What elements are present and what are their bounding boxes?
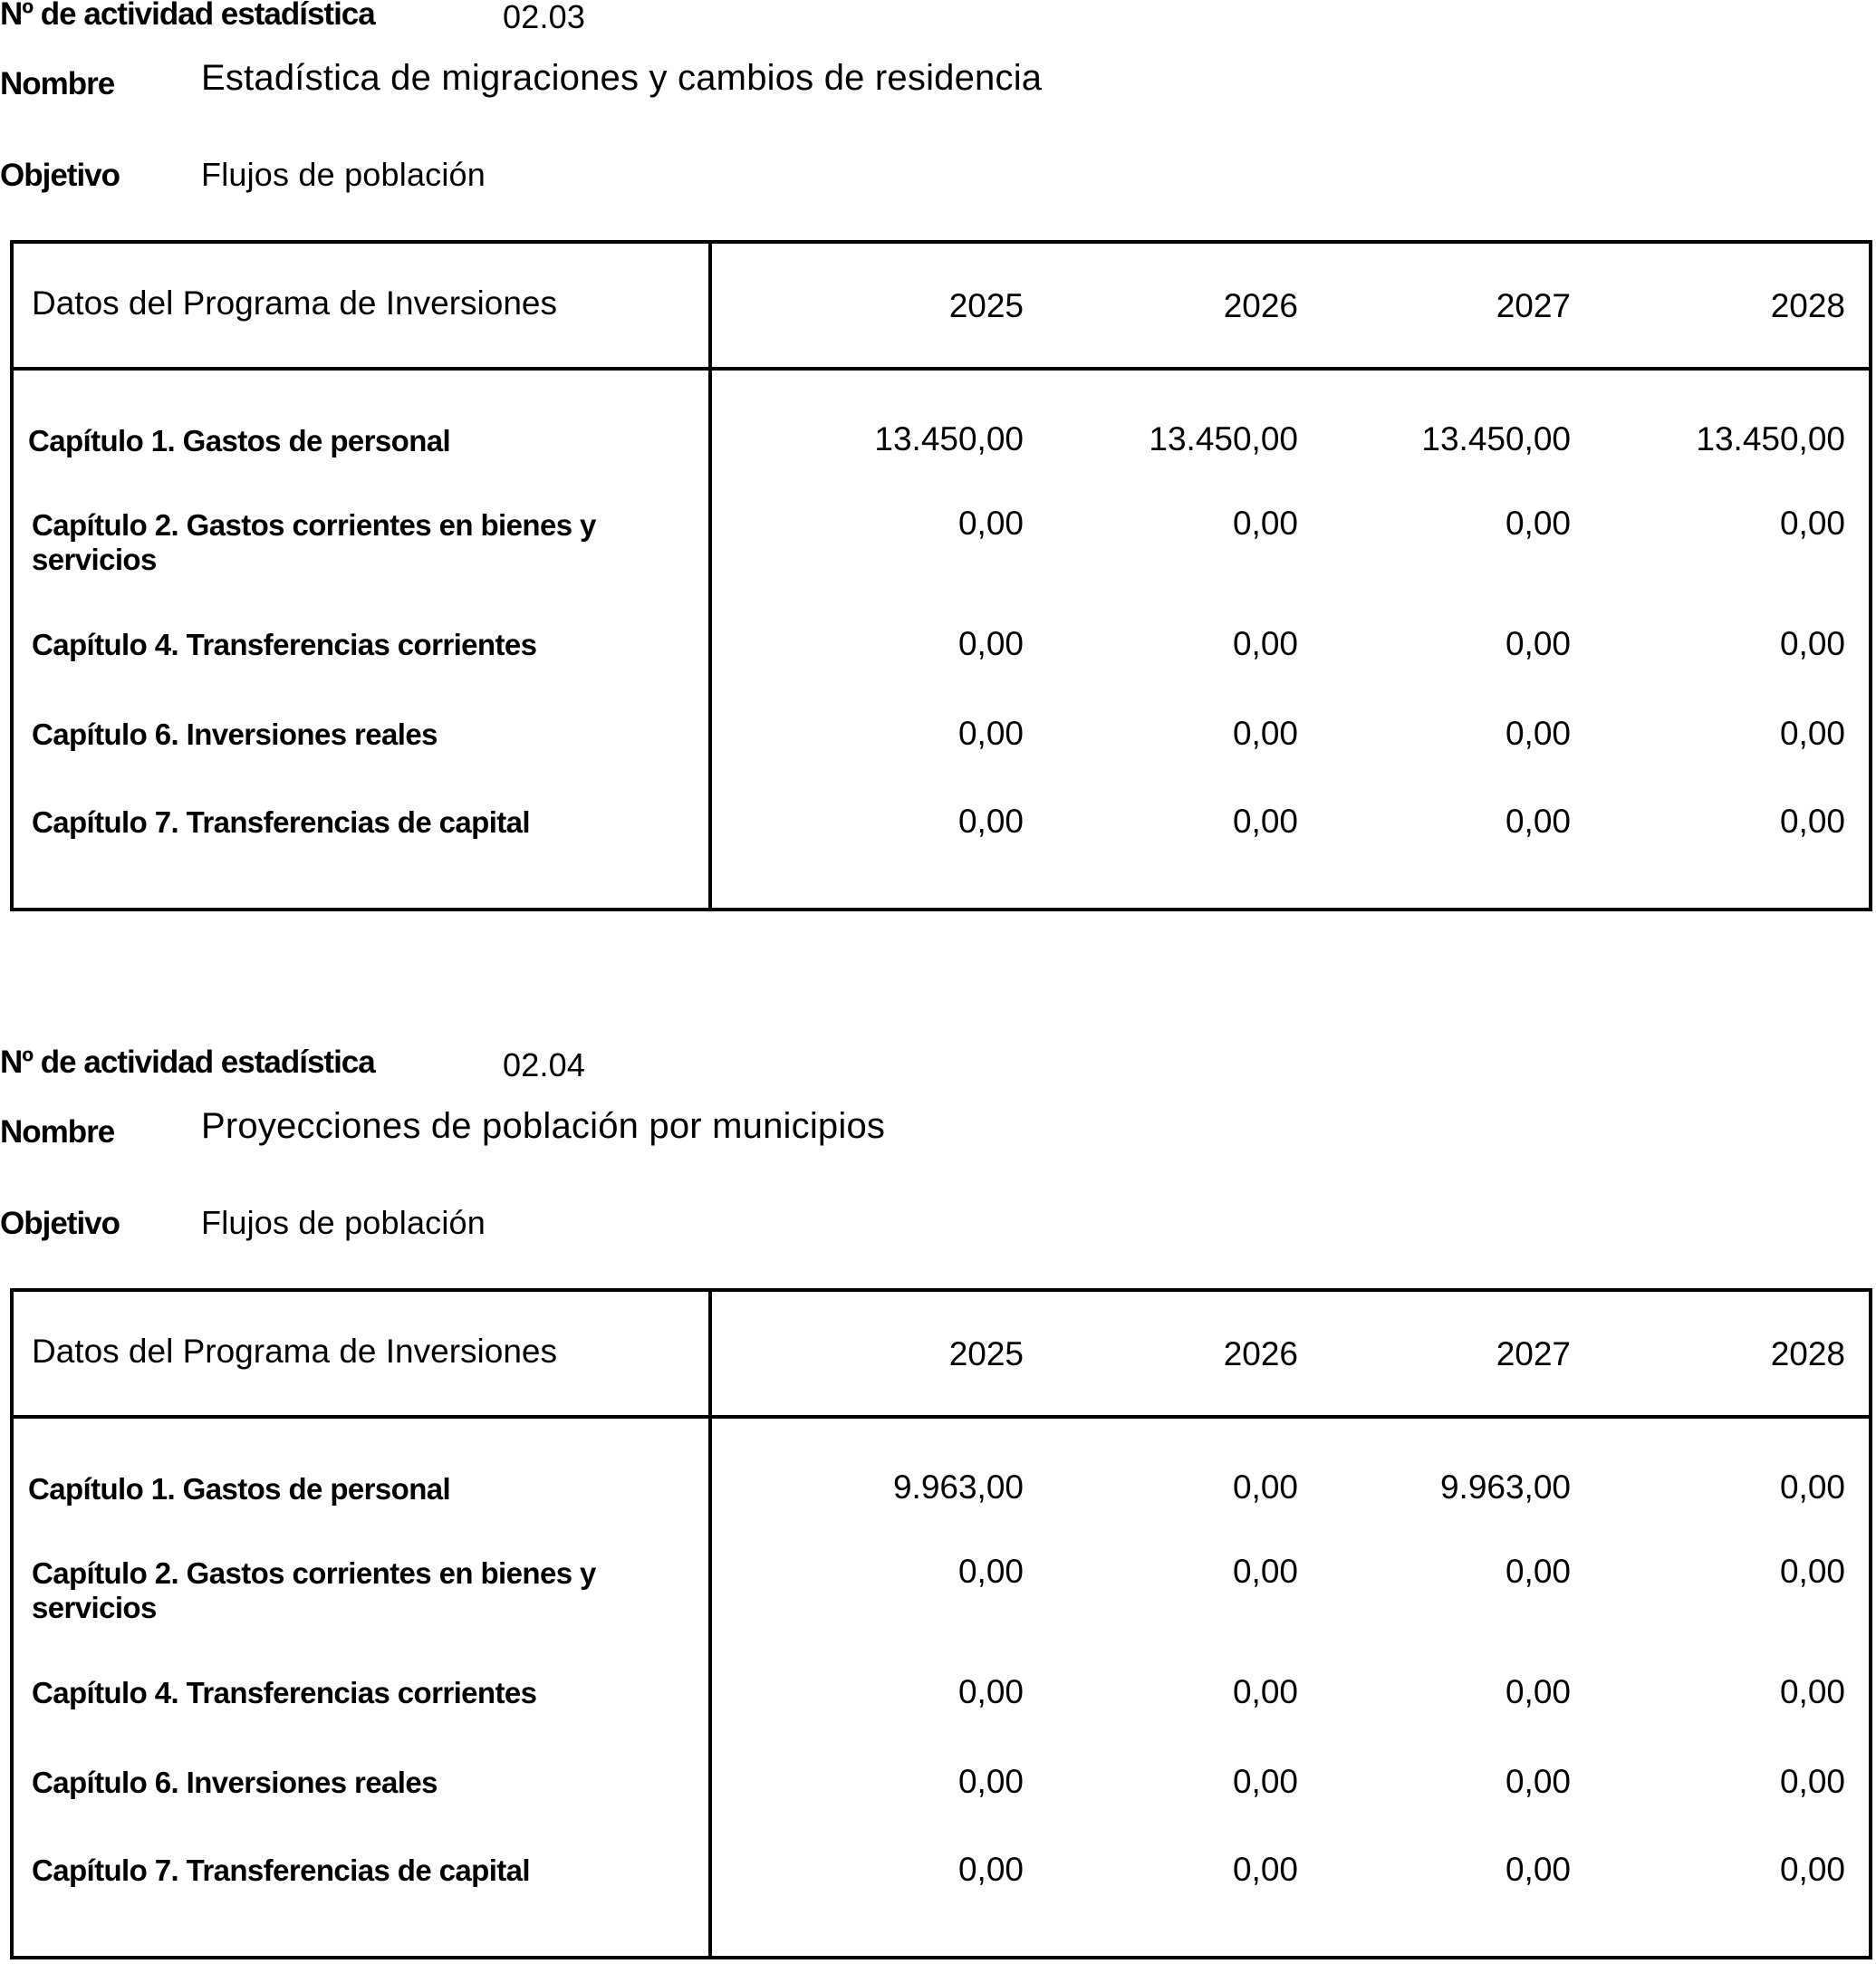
table-column-divider: [708, 1292, 712, 1956]
row-label-line: servicios: [32, 1591, 157, 1624]
investment-table: [10, 240, 1872, 911]
table-cell: 0,00: [957, 1763, 1024, 1800]
table-header-divider: [14, 1415, 1869, 1419]
table-cell: 0,00: [1779, 1553, 1845, 1590]
table-title: Datos del Programa de Inversiones: [32, 284, 557, 322]
table-cell: 0,00: [957, 1553, 1024, 1590]
table-cell: 0,00: [1779, 715, 1845, 752]
year-header: 2028: [1770, 287, 1845, 324]
year-header: 2025: [948, 1335, 1024, 1372]
table-cell: 0,00: [1779, 1673, 1845, 1710]
row-label-chapter-7: Capítulo 7. Transferencias de capital: [32, 805, 530, 839]
table-cell: 0,00: [1505, 1763, 1571, 1800]
row-label-chapter-2: [32, 508, 596, 577]
table-cell: 0,00: [957, 803, 1024, 840]
year-header: 2027: [1496, 287, 1571, 324]
activity-number-label: Nº de actividad estadística: [0, 0, 375, 32]
activity-number-value: 02.03: [503, 0, 586, 35]
table-cell: 0,00: [1232, 715, 1298, 752]
row-label-line: servicios: [32, 543, 157, 576]
row-label-chapter-4: Capítulo 4. Transferencias corrientes: [32, 1676, 537, 1709]
table-cell: 0,00: [1505, 1553, 1571, 1590]
table-cell: 9.963,00: [892, 1468, 1024, 1506]
row-label-chapter-1: Capítulo 1. Gastos de personal: [28, 1472, 451, 1506]
name-label: Nombre: [0, 66, 115, 101]
table-cell: 0,00: [957, 1673, 1024, 1710]
row-label-chapter-7: Capítulo 7. Transferencias de capital: [32, 1853, 530, 1887]
table-cell: 13.450,00: [1421, 420, 1571, 457]
table-cell: 0,00: [957, 1851, 1024, 1888]
table-cell: 0,00: [1779, 1763, 1845, 1800]
table-cell: 0,00: [1779, 505, 1845, 542]
year-header: 2026: [1223, 287, 1298, 324]
table-cell: 0,00: [1232, 1673, 1298, 1710]
table-cell: 0,00: [1505, 1851, 1571, 1888]
row-label-chapter-6: Capítulo 6. Inversiones reales: [32, 1766, 438, 1799]
table-cell: 13.450,00: [1696, 420, 1845, 457]
row-label-chapter-2: [32, 1556, 596, 1625]
objective-value: Flujos de población: [201, 156, 486, 193]
table-cell: 0,00: [1779, 625, 1845, 662]
table-cell: 0,00: [1505, 715, 1571, 752]
activity-number-label: Nº de actividad estadística: [0, 1045, 375, 1080]
table-cell: 0,00: [1779, 1851, 1845, 1888]
objective-value: Flujos de población: [201, 1204, 486, 1241]
table-cell: 0,00: [957, 505, 1024, 542]
activity-number-value: 02.04: [503, 1046, 586, 1083]
table-cell: 0,00: [1505, 505, 1571, 542]
table-cell: 0,00: [1232, 1763, 1298, 1800]
year-header: 2026: [1223, 1335, 1298, 1372]
table-cell: 0,00: [1505, 1673, 1571, 1710]
name-label: Nombre: [0, 1114, 115, 1150]
table-cell: 0,00: [1505, 803, 1571, 840]
name-value: Proyecciones de población por municipios: [201, 1106, 886, 1146]
objective-label: Objetivo: [0, 158, 120, 193]
table-cell: 0,00: [1779, 1468, 1845, 1506]
table-cell: 0,00: [1232, 803, 1298, 840]
table-column-divider: [708, 244, 712, 908]
row-label-line: Capítulo 2. Gastos corrientes en bienes y: [32, 508, 596, 542]
row-label-chapter-1: Capítulo 1. Gastos de personal: [28, 424, 451, 457]
objective-label: Objetivo: [0, 1206, 120, 1241]
table-cell: 13.450,00: [874, 420, 1024, 457]
row-label-chapter-4: Capítulo 4. Transferencias corrientes: [32, 628, 537, 661]
name-value: Estadística de migraciones y cambios de residencia: [201, 58, 1043, 98]
table-cell: 0,00: [1232, 625, 1298, 662]
row-label-line: Capítulo 2. Gastos corrientes en bienes y: [32, 1556, 596, 1590]
row-label-chapter-6: Capítulo 6. Inversiones reales: [32, 717, 438, 751]
table-title: Datos del Programa de Inversiones: [32, 1333, 557, 1370]
table-cell: 0,00: [1232, 1553, 1298, 1590]
table-header-divider: [14, 367, 1869, 371]
table-cell: 0,00: [1232, 1468, 1298, 1506]
year-header: 2025: [948, 287, 1024, 324]
table-cell: 0,00: [957, 625, 1024, 662]
table-cell: 0,00: [1232, 1851, 1298, 1888]
table-cell: 0,00: [1505, 625, 1571, 662]
year-header: 2027: [1496, 1335, 1571, 1372]
table-cell: 0,00: [957, 715, 1024, 752]
table-cell: 0,00: [1779, 803, 1845, 840]
table-cell: 0,00: [1232, 505, 1298, 542]
table-cell: 13.450,00: [1149, 420, 1298, 457]
investment-table: [10, 1288, 1872, 1959]
year-header: 2028: [1770, 1335, 1845, 1372]
table-cell: 9.963,00: [1439, 1468, 1571, 1506]
